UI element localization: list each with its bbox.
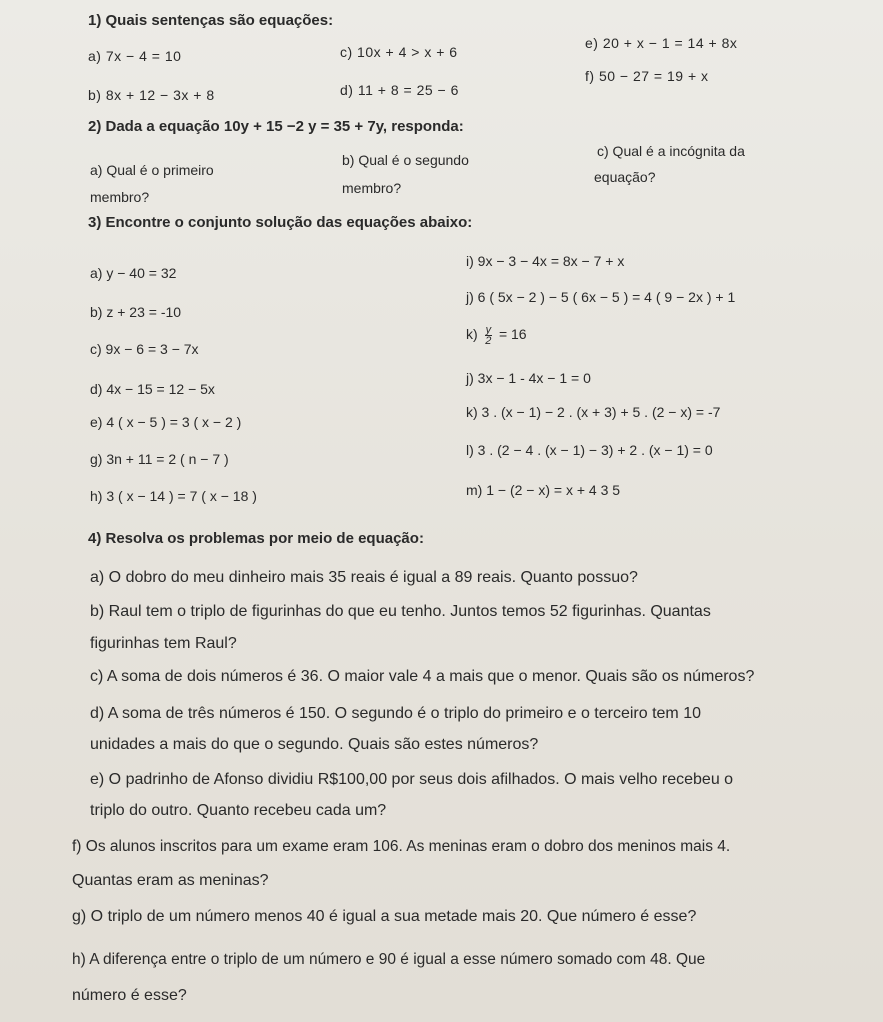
q4-item-c: c) A soma de dois números é 36. O maior vale 4 a mais que o menor. Quais são os números? — [90, 668, 755, 685]
q3-item-b: b) z + 23 = -10 — [90, 304, 182, 320]
q4-item-h-line2: número é esse? — [72, 987, 187, 1004]
q3-item-h: h) 3 ( x − 14 ) = 7 ( x − 18 ) — [90, 488, 257, 504]
q2-item-b-line1: b) Qual é o segundo — [342, 152, 469, 168]
q3-item-k-label: k) — [466, 326, 478, 343]
q3-item-k-rest: = 16 — [498, 326, 527, 343]
fraction-denominator: 2 — [485, 335, 492, 347]
q3-item-a: a) y − 40 = 32 — [90, 265, 177, 281]
q2-item-c-line1: c) Qual é a incógnita da — [597, 143, 745, 159]
q4-title: 4) Resolva os problemas por meio de equação: — [88, 530, 424, 547]
q3-item-c: c) 9x − 6 = 3 − 7x — [90, 341, 199, 357]
q2-item-a-line1: a) Qual é o primeiro — [90, 162, 214, 178]
q3-item-j-first: j) 6 ( 5x − 2 ) − 5 ( 6x − 5 ) = 4 ( 9 − 2x ) + 1 — [466, 289, 736, 305]
q2-item-b-line2: membro? — [342, 180, 402, 196]
q3-item-l: l) 3 . (2 − 4 . (x − 1) − 3) + 2 . (x − 1) = 0 — [466, 442, 713, 458]
fraction-y-over-2 — [485, 325, 493, 346]
q1-item-e: e) 20 + x − 1 = 14 + 8x — [585, 35, 738, 51]
q2-item-c-line2: equação? — [594, 169, 656, 185]
q4-item-b-line2: figurinhas tem Raul? — [90, 635, 237, 652]
q4-item-f-line1: f) Os alunos inscritos para um exame eram 106. As meninas eram o dobro dos meninos mais 4. — [72, 838, 731, 855]
q3-item-j-second: j) 3x − 1 - 4x − 1 = 0 — [466, 370, 591, 386]
q3-item-i: i) 9x − 3 − 4x = 8x − 7 + x — [466, 253, 625, 269]
q4-item-d-line1: d) A soma de três números é 150. O segundo é o triplo do primeiro e o terceiro tem 10 — [90, 705, 701, 722]
q4-item-a: a) O dobro do meu dinheiro mais 35 reais é igual a 89 reais. Quanto possuo? — [90, 569, 638, 586]
q3-item-k-second: k) 3 . (x − 1) − 2 . (x + 3) + 5 . (2 − x) = -7 — [466, 404, 721, 420]
fraction-numerator: y — [485, 324, 492, 336]
q3-item-m: m) 1 − (2 − x) = x + 4 3 5 — [466, 482, 621, 498]
q3-item-k-fraction — [466, 325, 527, 346]
q3-item-e: e) 4 ( x − 5 ) = 3 ( x − 2 ) — [90, 414, 242, 430]
q1-item-a: a) 7x − 4 = 10 — [88, 48, 182, 64]
q1-item-c: c) 10x + 4 > x + 6 — [340, 44, 458, 60]
q2-item-a-line2: membro? — [90, 189, 150, 205]
q4-item-d-line2: unidades a mais do que o segundo. Quais são estes números? — [90, 736, 539, 753]
q1-item-b: b) 8x + 12 − 3x + 8 — [88, 87, 215, 103]
q4-item-f-line2: Quantas eram as meninas? — [72, 872, 269, 889]
q4-item-e-line2: triplo do outro. Quanto recebeu cada um? — [90, 802, 387, 819]
q4-item-b-line1: b) Raul tem o triplo de figurinhas do que eu tenho. Juntos temos 52 figurinhas. Quantas — [90, 603, 711, 620]
q2-title: 2) Dada a equação 10y + 15 −2 y = 35 + 7y, responda: — [88, 118, 464, 135]
q4-item-e-line1: e) O padrinho de Afonso dividiu R$100,00 por seus dois afilhados. O mais velho recebeu o — [90, 771, 734, 788]
q3-item-g: g) 3n + 11 = 2 ( n − 7 ) — [90, 451, 229, 467]
q3-title: 3) Encontre o conjunto solução das equações abaixo: — [88, 214, 473, 231]
q1-item-f: f) 50 − 27 = 19 + x — [585, 68, 709, 84]
q4-item-g: g) O triplo de um número menos 40 é igual a sua metade mais 20. Que número é esse? — [72, 908, 697, 925]
q3-item-d: d) 4x − 15 = 12 − 5x — [90, 381, 215, 397]
q4-item-h-line1: h) A diferença entre o triplo de um número e 90 é igual a esse número somado com 48. Que — [72, 951, 706, 968]
q1-item-d: d) 11 + 8 = 25 − 6 — [340, 82, 459, 98]
q1-title: 1) Quais sentenças são equações: — [88, 12, 334, 29]
